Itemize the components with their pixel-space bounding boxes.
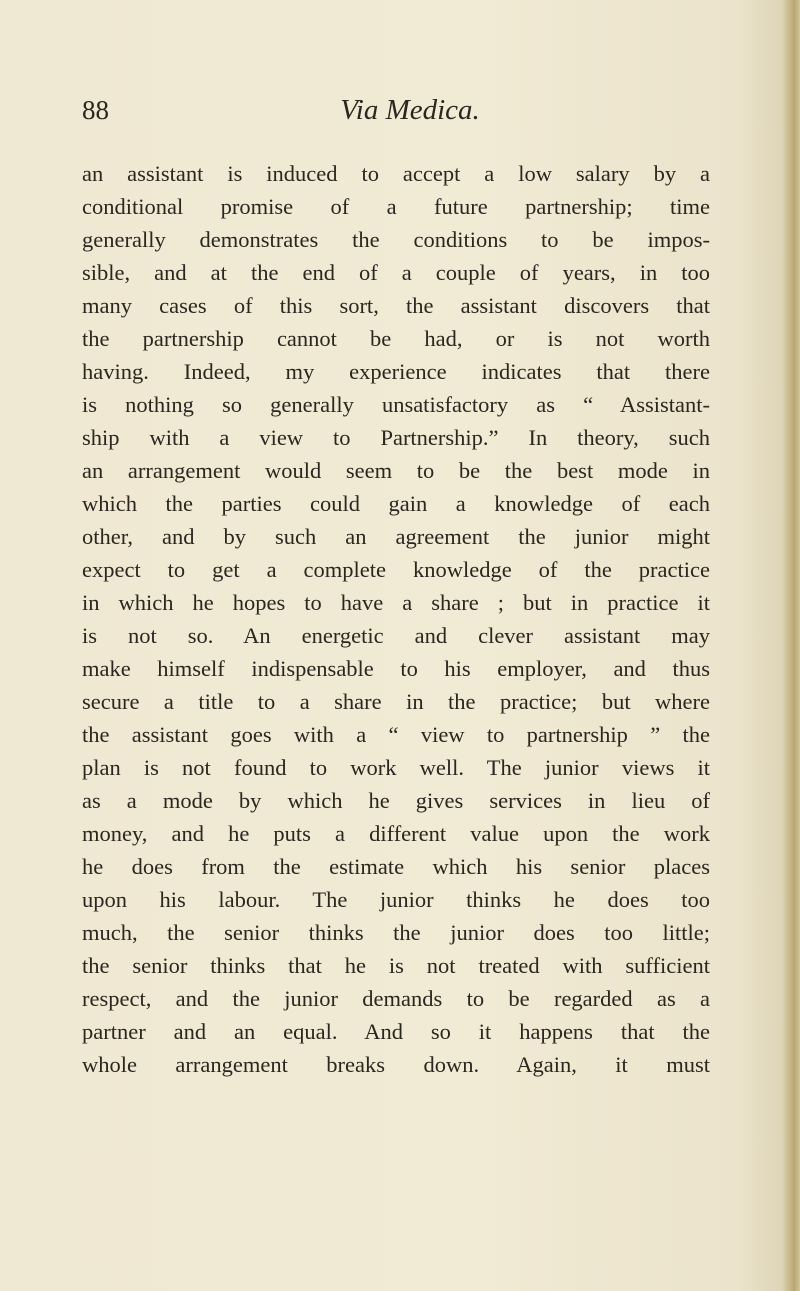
- text-line: the assistant goes with a “ view to partnership ” the: [82, 722, 710, 747]
- text-line: an assistant is induced to accept a low salary by a: [82, 161, 710, 186]
- running-title: Via Medica.: [340, 94, 480, 126]
- text-line: whole arrangement breaks down. Again, it must: [82, 1052, 710, 1077]
- text-line: expect to get a complete knowledge of the practice: [82, 557, 710, 582]
- text-line: other, and by such an agreement the junior might: [82, 524, 710, 549]
- text-line: conditional promise of a future partnership; time: [82, 194, 710, 219]
- text-line: is nothing so generally unsatisfactory as “ Assistant-: [82, 392, 710, 417]
- text-line: plan is not found to work well. The junior views it: [82, 755, 710, 780]
- text-line: secure a title to a share in the practice; but where: [82, 689, 710, 714]
- text-line: which the parties could gain a knowledge of each: [82, 491, 710, 516]
- text-line: he does from the estimate which his senior places: [82, 854, 710, 879]
- text-line: the senior thinks that he is not treated with sufficient: [82, 953, 710, 978]
- text-line: upon his labour. The junior thinks he does too: [82, 887, 710, 912]
- text-line: the partnership cannot be had, or is not worth: [82, 326, 710, 351]
- text-line: partner and an equal. And so it happens that the: [82, 1019, 710, 1044]
- page-edge: [782, 0, 800, 1291]
- text-line: is not so. An energetic and clever assistant may: [82, 623, 710, 648]
- text-line: in which he hopes to have a share ; but in practice it: [82, 590, 710, 615]
- text-line: generally demonstrates the conditions to be impos-: [82, 227, 710, 252]
- page-number: 88: [82, 95, 109, 125]
- text-line: respect, and the junior demands to be regarded as a: [82, 986, 710, 1011]
- body-text: [82, 157, 710, 1081]
- text-line: much, the senior thinks the junior does too little;: [82, 920, 710, 945]
- text-line: having. Indeed, my experience indicates that there: [82, 359, 710, 384]
- text-line: an arrangement would seem to be the best mode in: [82, 458, 710, 483]
- text-line: make himself indispensable to his employer, and thus: [82, 656, 710, 681]
- text-line: sible, and at the end of a couple of years, in too: [82, 260, 710, 285]
- text-line: ship with a view to Partnership.” In theory, such: [82, 425, 710, 450]
- text-line: many cases of this sort, the assistant discovers that: [82, 293, 710, 318]
- text-line: money, and he puts a different value upon the work: [82, 821, 710, 846]
- running-head: [82, 90, 708, 130]
- text-line: as a mode by which he gives services in lieu of: [82, 788, 710, 813]
